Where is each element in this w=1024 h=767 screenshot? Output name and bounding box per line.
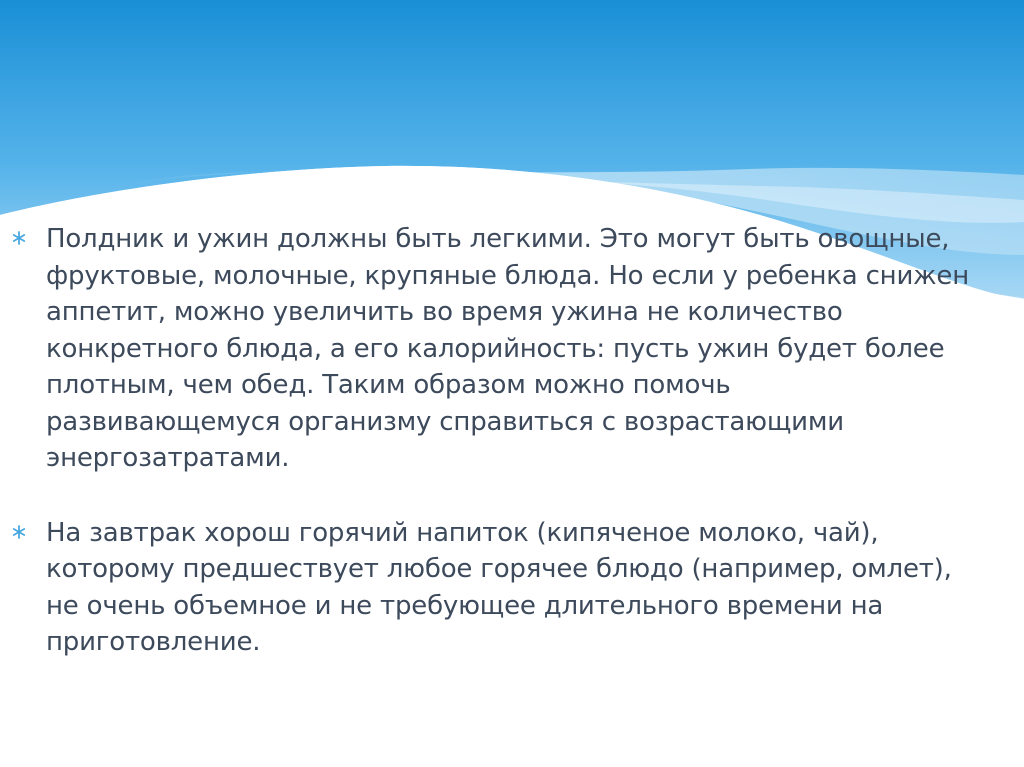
bullet-item [12,221,972,477]
asterisk-bullet-icon [12,231,26,245]
asterisk-bullet-icon [12,525,26,539]
bullet-list [12,221,972,661]
bullet-text: Полдник и ужин должны быть легкими. Это могут быть овощные, фруктовые, молочные, крупяные блюда. Но если у ребенка снижен аппетит, можно увеличить во время ужина не количество конкретного блюда, а его калорийность: пусть ужин будет более плотным, чем обед. Таким образом можно помочь развивающемуся организму справиться с возрастающими энергозатратами. [46,224,970,473]
bullet-text: На завтрак хорош горячий напиток (кипяченое молоко, чай), которому предшествует любое горячее блюдо (например, омлет), не очень объемное и не требующее длительного времени на приготовление. [46,517,952,657]
bullet-item [12,515,972,661]
